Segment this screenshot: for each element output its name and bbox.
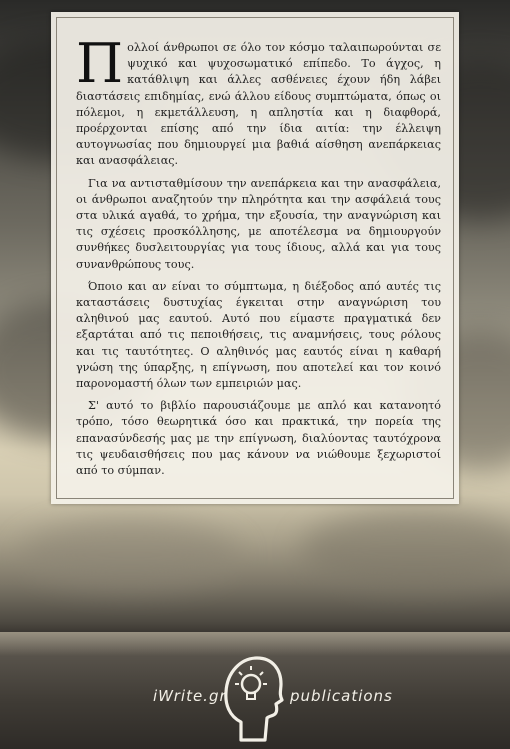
paragraph-3: Όποιο και αν είναι το σύμπτωμα, η διέξοδος από αυτές τις καταστάσεις δυστυχίας έγκειται στην αναγνώριση του αληθινού μας εαυτού. Αυτό που είμαστε πραγματικά δεν εξαρτάται από τις πεποιθήσεις, τις αναμνήσεις, τους ρόλους και τις ταυτότητες. Ο αληθινός μας εαυτός είναι η καθαρή γνώση της ύπαρξης, η επίγνωση, που αποτελεί και τον κοινό παρονομαστή όλων των εμπειριών μας.	[76, 279, 441, 391]
dropcap: Π	[76, 32, 124, 95]
head-lightbulb-icon	[219, 652, 285, 742]
paragraph-1	[76, 32, 441, 170]
paragraph-4: Σ' αυτό το βιβλίο παρουσιάζουμε με απλό και κατανοητό τρόπο, τόσο θεωρητικά όσο και πρακτικά, την πορεία της επανασύνδεσής μας με την επίγνωση, διαλύοντας ταυτόχρονα τις ψευδαισθήσεις που μας κάνουν να νιώθουμε ξεχωριστοί από το σύμπαν.	[76, 399, 441, 478]
paragraph-1-text: ολλοί άνθρωποι σε όλο τον κόσμο ταλαιπωρούνται σε ψυχικό και ψυχοσωματικό επίπεδο. Το άγχος, η κατάθλιψη και άλλες ασθένειες έχουν ήδη λάβει διαστάσεις επιδημίας, ενώ άλλου είδους συμπτώματα, όπως οι πόλεμοι, η εκμετάλλευση, η απληστία και η διαφθορά, προέρχονται επίσης από την ίδια αιτία: την έλλειψη αυτογνωσίας που δημιουργεί μια βαθιά αίσθηση ανεπάρκειας και ανασφάλειας.	[76, 41, 441, 168]
paragraph-2: Για να αντισταθμίσουν την ανεπάρκεια και την ανασφάλεια, οι άνθρωποι αναζητούν την πληρότητα και την ασφάλειά τους στα υλικά αγαθά, το χρήμα, την εξουσία, την αναγνώριση και τις σχέσεις προσκόλλησης, με αποτέλεσμα να δημιουργούν συνθήκες δυσλειτουργίας για τους ίδιους, αλλά και για τους συνανθρώπους τους.	[76, 176, 441, 271]
back-cover-text	[76, 32, 441, 485]
publisher-site: iWrite.gr	[153, 687, 227, 705]
publisher-label: publications	[290, 687, 393, 705]
